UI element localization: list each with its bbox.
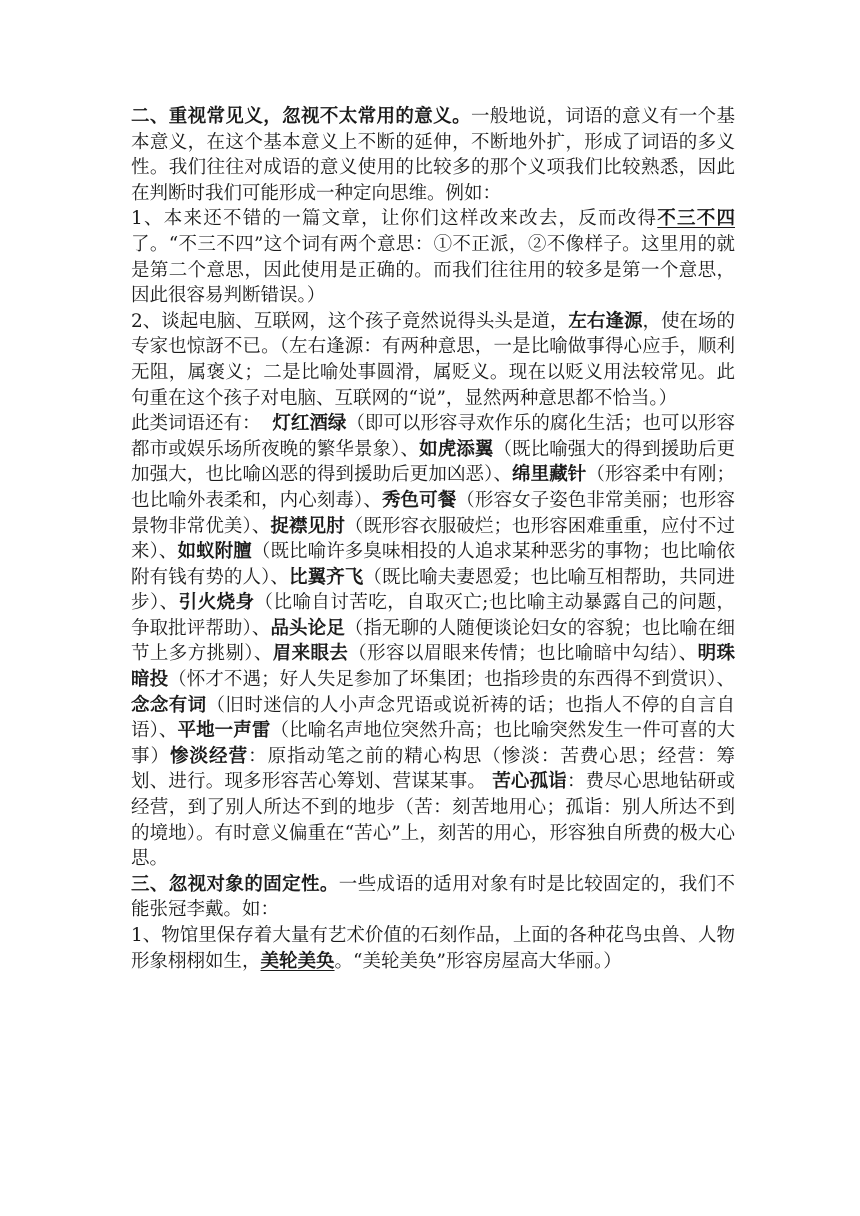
gloss-14: ：费尽心思地钻研或经营，到了别人所达不到的地步（苦：刻苦地用心；孤诣：别人所达不到的境地）。有时意义偏重在“苦心”上，刻苦的用心，形容独自所费的极大心思。 [131, 771, 735, 870]
example-2-term: 左右逢源 [568, 310, 643, 332]
term-12: 平地一声雷 [177, 720, 271, 742]
section-3-intro: 一些成语的适用对象有时是比较固定的，我们不能张冠李戴。如： [131, 873, 735, 921]
term-5: 如蚁附膻 [177, 541, 252, 563]
term-9: 眉来眼去 [272, 643, 349, 665]
term-11: 念念有词 [131, 694, 207, 716]
section-3-example-1-text: 1、物馆里保存着大量有艺术价值的石刻作品，上面的各种花鸟虫兽、人物形象栩栩如生， [131, 925, 735, 972]
similar-terms-paragraph [131, 411, 735, 872]
section-3-paragraph [131, 872, 735, 923]
gloss-0: （即可以形容寻欢作乐的腐化生活；也可以形容都市或娱乐场所夜晚的繁华景象）、 [131, 413, 735, 460]
similar-terms-intro: 此类词语还有： [131, 413, 261, 435]
example-1-term: 不三不四 [657, 208, 735, 230]
example-2-paragraph [131, 309, 735, 411]
gloss-5: （既比喻许多臭味相投的人追求某种恶劣的事物；也比喻依附有钱有势的人）、 [131, 541, 735, 588]
term-10: 明珠暗投 [131, 643, 735, 691]
example-2-explanation: ，使在场的专家也惊訝不已。（左右逢源：有两种意思，一是比喻做事得心应手，顺利无阻，属褒义；二是比喻处事圆滑，属贬义。现在以贬义用法较常见。此句重在这个孩子对电脑、互联网的“说”，显然两种意思都不恰当。） [131, 310, 735, 409]
example-2-text: 2、谈起电脑、互联网，这个孩子竟然说得头头是道， [131, 310, 569, 332]
gloss-10: （怀才不遇；好人失足参加了坏集团；也指珍贵的东西得不到赏识）、 [168, 669, 735, 691]
section-2-heading: 二、重视常见义，忽视不太常用的意义。 [131, 106, 471, 127]
example-1-paragraph [131, 206, 735, 308]
term-2: 绵里藏针 [512, 464, 587, 486]
section-2-intro: 一般地说，词语的意义有一个基本意义，在这个基本意义上不断的延伸，不断地外扩，形成了词语的多义性。我们往往对成语的意义使用的比较多的那个义项我们比较熟悉，因此在判断时我们可能形成一种定向思维。例如： [131, 106, 735, 204]
gloss-4: （既形容衣服破烂；也形容困难重重，应付不过来）、 [131, 515, 735, 563]
gloss-13: ：原指动笔之前的精心构思（惨淡：苦费心思；经营：筹划、进行。现多形容苦心筹划、营谋某事。 [131, 745, 735, 793]
gloss-6: （既比喻夫妻恩爱；也比喻互相帮助，共同进步）、 [131, 566, 735, 614]
term-14: 苦心孤诣 [492, 771, 567, 793]
gloss-12: （比喻名声地位突然升高；也比喻突然发生一件可喜的大事） [131, 720, 735, 767]
example-1-text: 1、本来还不错的一篇文章，让你们这样改来改去，反而改得 [131, 208, 658, 230]
gloss-1: （既比喻强大的得到援助后更加强大，也比喻凶恶的得到援助后更加凶恶）、 [131, 438, 735, 486]
section-3-example-1-explanation: 。“美轮美奂”形容房屋高大华丽。） [334, 950, 622, 972]
gloss-8: （指无聊的人随便谈论妇女的容貌；也比喻在细节上多方挑剔）、 [131, 617, 735, 665]
section-3-example-1-paragraph [131, 923, 735, 974]
document-body [131, 104, 735, 974]
term-7: 引火烧身 [178, 592, 255, 614]
term-13: 惨淡经营 [170, 745, 249, 767]
term-4: 捉襟见肘 [270, 515, 345, 537]
term-8: 品头论足 [270, 617, 345, 639]
section-3-example-1-term: 美轮美奂 [260, 950, 335, 972]
gloss-7: （比喻自讨苦吃，自取灭亡;也比喻主动暴露自己的问题，争取批评帮助）、 [131, 592, 735, 639]
example-1-explanation: 了。“不三不四”这个词有两个意思：①不正派，②不像样子。这里用的就是第二个意思，因此使用是正确的。而我们往往用的较多是第一个意思，因此很容易判断错误。） [131, 233, 735, 307]
term-6: 比翼齐飞 [289, 566, 364, 588]
section-2-paragraph [131, 104, 735, 206]
gloss-2: （形容柔中有刚；也比喻外表柔和，内心刻毒）、 [131, 464, 735, 511]
term-0: 灯红酒绿 [272, 413, 347, 435]
term-3: 秀色可餐 [381, 489, 457, 511]
term-1: 如虎添翼 [419, 438, 494, 460]
gloss-9: （形容以眉眼来传情；也比喻暗中勾结）、 [348, 643, 698, 665]
section-3-heading: 三、忽视对象的固定性。 [131, 873, 339, 895]
gloss-3: （形容女子姿色非常美丽；也形容景物非常优美）、 [131, 489, 735, 537]
gloss-11: （旧时迷信的人小声念咒语或说祈祷的话；也指人不停的自言自语）、 [131, 694, 735, 742]
